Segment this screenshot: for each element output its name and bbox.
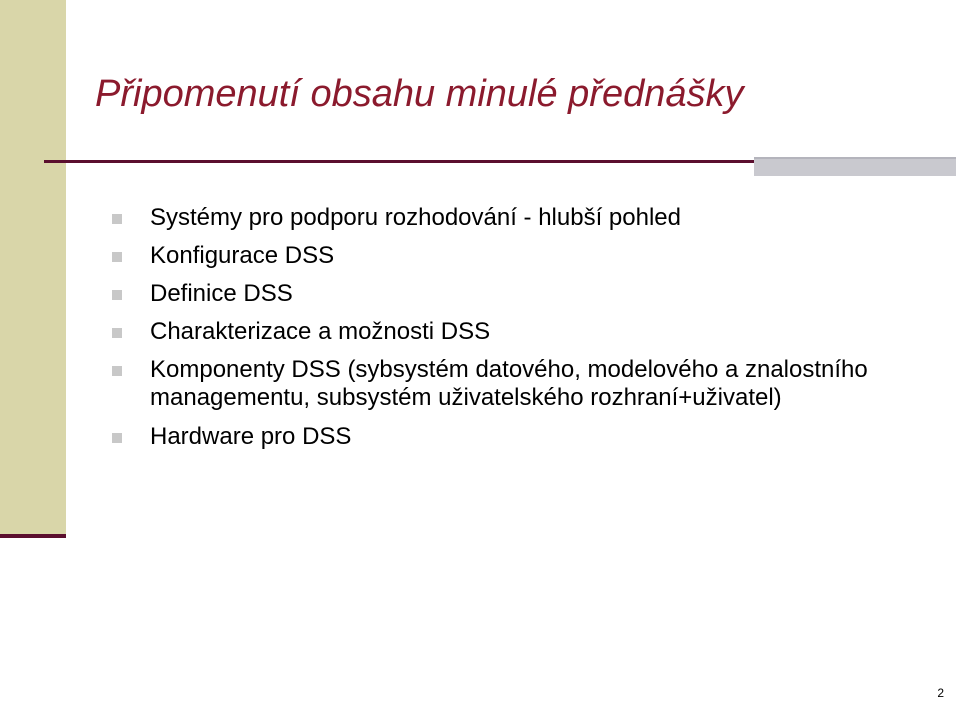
bullet-text: Hardware pro DSS [150,423,352,450]
left-band-underline [0,534,66,538]
square-bullet-icon [112,328,122,338]
square-bullet-icon [112,366,122,376]
bullet-text: Systémy pro podporu rozhodování - hlubší pohled [150,204,681,231]
page-number: 2 [937,686,944,700]
bullet-item [110,318,890,345]
bullet-item [110,356,890,412]
bullet-text: Komponenty DSS (sybsystém datového, modelového a znalostního managementu, subsystém uživatelského rozhraní+uživatel) [150,356,868,411]
bullet-item [110,204,890,231]
square-bullet-icon [112,290,122,300]
left-decorative-band [0,0,66,536]
bullet-text: Charakterizace a možnosti DSS [150,318,491,345]
square-bullet-icon [112,433,122,443]
title-divider-line [44,160,756,163]
bullet-list [110,204,890,461]
square-bullet-icon [112,214,122,224]
slide-title: Připomenutí obsahu minulé přednášky [95,73,744,115]
bullet-text: Definice DSS [150,280,293,307]
title-divider-block [754,157,956,176]
bullet-item [110,423,890,450]
bullet-item [110,280,890,307]
bullet-text: Konfigurace DSS [150,242,335,269]
square-bullet-icon [112,252,122,262]
bullet-item [110,242,890,269]
